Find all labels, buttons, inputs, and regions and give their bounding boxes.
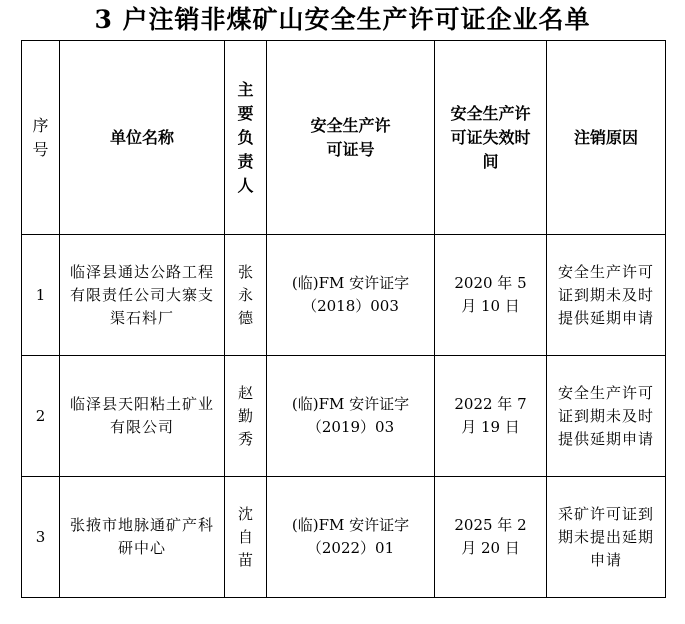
- row-license-no: (临)FM 安许证字（2022）01: [267, 477, 435, 598]
- header-unit-name: 单位名称: [60, 41, 225, 235]
- row-reason: 安全生产许可证到期未及时提供延期申请: [547, 235, 666, 356]
- row-principal: 张永德: [225, 235, 267, 356]
- row-seq: 3: [22, 477, 60, 598]
- row-unit-name: 临泽县通达公路工程有限责任公司大寨支渠石料厂: [60, 235, 225, 356]
- row-unit-name: 临泽县天阳粘土矿业有限公司: [60, 356, 225, 477]
- header-license-no: 安全生产许可证号: [267, 41, 435, 235]
- table-row: [22, 477, 666, 598]
- row-reason: 安全生产许可证到期未及时提供延期申请: [547, 356, 666, 477]
- row-principal: 赵勤秀: [225, 356, 267, 477]
- header-expiry: 安全生产许可证失效时间: [435, 41, 547, 235]
- table-row: [22, 356, 666, 477]
- header-seq: 序号: [22, 41, 60, 235]
- row-unit-name: 张掖市地脉通矿产科研中心: [60, 477, 225, 598]
- row-seq: 1: [22, 235, 60, 356]
- table-header-row: [22, 41, 666, 235]
- row-principal: 沈自苗: [225, 477, 267, 598]
- header-reason: 注销原因: [547, 41, 666, 235]
- row-seq: 2: [22, 356, 60, 477]
- row-expiry: 2022 年 7 月 19 日: [435, 356, 547, 477]
- page-title: 3 户注销非煤矿山安全生产许可证企业名单: [94, 5, 591, 34]
- row-reason: 采矿许可证到期未提出延期申请: [547, 477, 666, 598]
- table-row: [22, 235, 666, 356]
- row-expiry: 2025 年 2 月 20 日: [435, 477, 547, 598]
- header-principal: 主要负责人: [225, 41, 267, 235]
- row-license-no: (临)FM 安许证字（2018）003: [267, 235, 435, 356]
- deregistration-table: [21, 40, 666, 598]
- row-license-no: (临)FM 安许证字（2019）03: [267, 356, 435, 477]
- row-expiry: 2020 年 5 月 10 日: [435, 235, 547, 356]
